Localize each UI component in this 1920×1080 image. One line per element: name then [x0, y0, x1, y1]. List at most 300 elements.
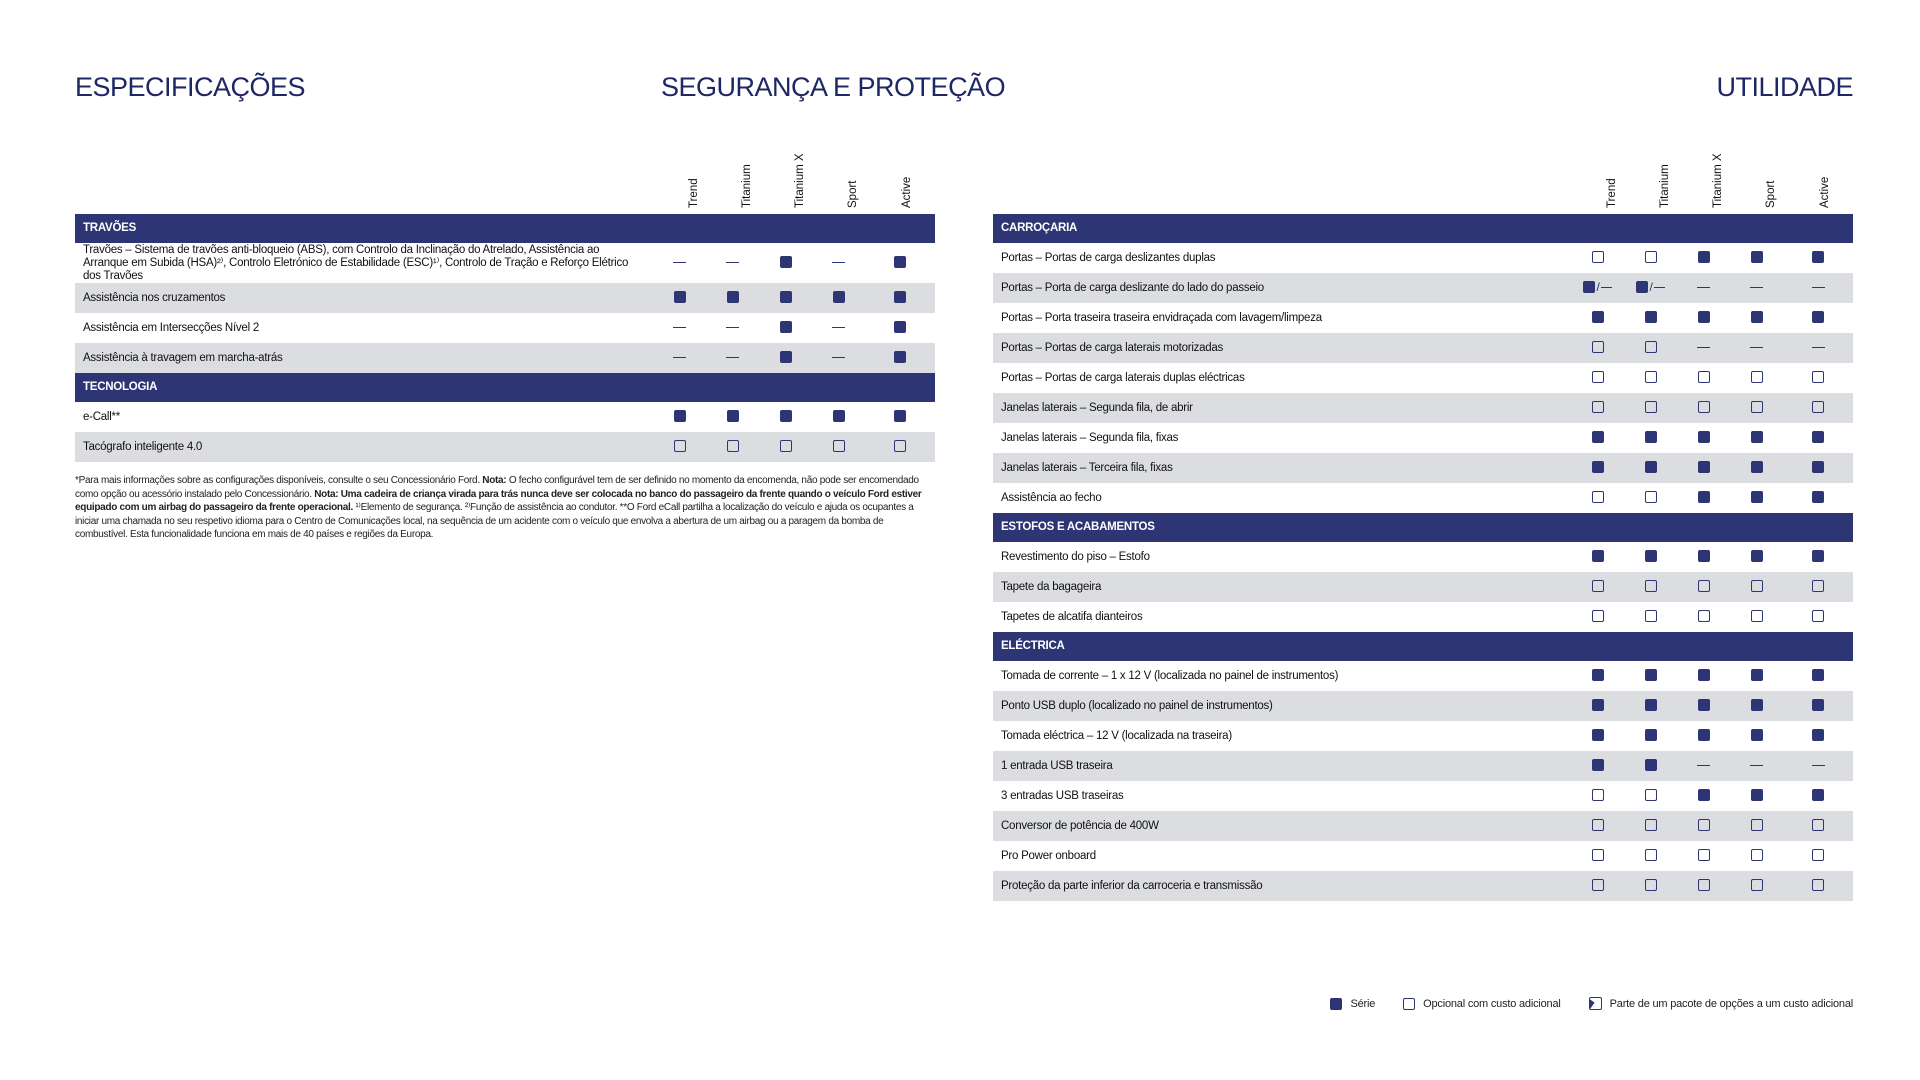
- availability-cell: [1677, 691, 1730, 721]
- table-row: [993, 781, 1853, 811]
- filled-square-icon: [1751, 550, 1763, 562]
- outline-square-icon: [1751, 849, 1763, 861]
- availability-cell: [653, 402, 706, 432]
- availability-cell: [1783, 333, 1853, 363]
- filled-square-icon: [1698, 251, 1710, 263]
- dash-icon: [673, 327, 686, 329]
- feature-label: Tomada eléctrica – 12 V (localizada na traseira): [1001, 729, 1232, 742]
- availability-cell: [1571, 602, 1624, 632]
- availability-cell: [1624, 841, 1677, 871]
- column-header: [846, 138, 860, 208]
- availability-cell: [1730, 572, 1783, 602]
- filled-square-icon: [1645, 311, 1657, 323]
- availability-cell: [653, 343, 706, 373]
- column-header: [1818, 138, 1832, 208]
- filled-square-icon: [1812, 251, 1824, 263]
- availability-cell: [1783, 841, 1853, 871]
- dash-icon: [1812, 347, 1825, 349]
- filled-square-icon: [1812, 491, 1824, 503]
- table-row: [993, 572, 1853, 602]
- availability-cell: [759, 313, 812, 343]
- availability-cell: [1571, 303, 1624, 333]
- filled-square-icon: [1592, 699, 1604, 711]
- table-row: [993, 273, 1853, 303]
- outline-square-icon: [1645, 819, 1657, 831]
- outline-square-icon: [1751, 610, 1763, 622]
- availability-cell: [1571, 811, 1624, 841]
- outline-square-icon: [1698, 879, 1710, 891]
- filled-square-icon: [894, 351, 906, 363]
- footnote-part3: ¹⁾Elemento de segurança. ²⁾Função de assistência ao condutor. **O Ford eCall partilha a localização do veículo e ajuda os ocupantes a iniciar uma chamada no seu respetivo idioma para o Centro de Comunicações local, na sequência de um acidente com o veículo que envolva a abertura de um airbag ou a paragem da bomba de combustível. Esta funcionalidade funciona em mais de 40 países e regiões da Europa.: [75, 502, 914, 540]
- table-row: [993, 602, 1853, 632]
- availability-cell: [1624, 871, 1677, 901]
- dash-icon: [1750, 347, 1763, 349]
- availability-cell: [706, 283, 759, 313]
- dash-icon: [1697, 347, 1710, 349]
- availability-cell: [706, 343, 759, 373]
- availability-cell: [812, 243, 865, 283]
- feature-label: Assistência ao fecho: [1001, 491, 1102, 504]
- filled-square-icon: [780, 291, 792, 303]
- dash-icon: [673, 262, 686, 264]
- availability-cell: [1571, 483, 1624, 513]
- filled-square-icon: [1592, 729, 1604, 741]
- dash-icon: [726, 262, 739, 264]
- availability-cell: [706, 243, 759, 283]
- legend-package-label: Parte de um pacote de opções a um custo adicional: [1609, 997, 1853, 1010]
- availability-cell: [1730, 423, 1783, 453]
- availability-cell: [1783, 781, 1853, 811]
- outline-square-icon: [1812, 879, 1824, 891]
- availability-cell: [1730, 841, 1783, 871]
- filled-square-icon: [1812, 431, 1824, 443]
- table-row: [993, 243, 1853, 273]
- availability-cell: [1783, 661, 1853, 691]
- availability-cell: [1783, 721, 1853, 751]
- column-header-label: Trend: [1606, 178, 1618, 208]
- availability-cell: [1783, 572, 1853, 602]
- filled-square-icon: [1645, 699, 1657, 711]
- footnote-part1: *Para mais informações sobre as configurações disponíveis, consulte o seu Concessionário Ford.: [75, 475, 483, 486]
- legend-optional: [1403, 998, 1560, 1010]
- filled-square-icon: [1751, 431, 1763, 443]
- availability-cell: [706, 313, 759, 343]
- outline-square-icon: [1592, 371, 1604, 383]
- column-header: [1605, 138, 1619, 208]
- utility-panel: [993, 148, 1853, 901]
- availability-cell: [1677, 781, 1730, 811]
- availability-cell: [1677, 542, 1730, 572]
- feature-label: e-Call**: [83, 410, 120, 423]
- availability-cell: [1624, 721, 1677, 751]
- filled-square-icon: [1330, 998, 1342, 1010]
- availability-cell: [1624, 542, 1677, 572]
- column-headers: [75, 148, 935, 214]
- availability-cell: [1783, 273, 1853, 303]
- outline-square-icon: [780, 440, 792, 452]
- section-title: ESTOFOS E ACABAMENTOS: [993, 513, 1853, 542]
- legend-package: [1589, 997, 1853, 1010]
- availability-cell: [1783, 363, 1853, 393]
- availability-cell: [1677, 303, 1730, 333]
- filled-square-icon: [894, 410, 906, 422]
- filled-square-icon: [1645, 431, 1657, 443]
- table-row: [75, 432, 935, 462]
- footnote: [75, 474, 935, 542]
- table-row: [993, 303, 1853, 333]
- filled-square-icon: [1751, 311, 1763, 323]
- availability-cell: [1571, 751, 1624, 781]
- footnote-part2: O fecho configurável tem de ser definido no momento da encomenda, não pode ser encomendado como opção ou acessório instalado pelo Concessionário.: [75, 475, 919, 500]
- column-header-label: Titanium X: [794, 153, 806, 208]
- filled-square-icon: [894, 291, 906, 303]
- outline-square-icon: [1645, 789, 1657, 801]
- feature-label: Ponto USB duplo (localizado no painel de instrumentos): [993, 691, 1571, 721]
- outline-square-icon: [1812, 371, 1824, 383]
- availability-cell: [1783, 393, 1853, 423]
- filled-square-icon: [674, 410, 686, 422]
- outline-square-icon: [1645, 341, 1657, 353]
- dash-icon: [1750, 765, 1763, 767]
- availability-cell: [1677, 333, 1730, 363]
- filled-square-icon: [1812, 311, 1824, 323]
- feature-label: Tapetes de alcatifa dianteiros: [1001, 610, 1143, 623]
- half-filled-square-icon: [1589, 997, 1602, 1010]
- availability-cell: [1730, 243, 1783, 273]
- availability-cell: [706, 432, 759, 462]
- filled-square-icon: [1698, 699, 1710, 711]
- availability-cell: [1571, 393, 1624, 423]
- filled-square-icon: [1812, 699, 1824, 711]
- filled-square-icon: [780, 351, 792, 363]
- feature-label: Tomada de corrente – 1 x 12 V (localizada no painel de instrumentos): [1001, 669, 1339, 682]
- section-header: [75, 373, 935, 402]
- outline-square-icon: [1698, 371, 1710, 383]
- column-header-label: Titanium: [1659, 164, 1671, 208]
- table-row: [993, 483, 1853, 513]
- availability-cell: [1624, 811, 1677, 841]
- outline-square-icon: [1751, 580, 1763, 592]
- outline-square-icon: [1592, 341, 1604, 353]
- outline-square-icon: [727, 440, 739, 452]
- section-header: [993, 632, 1853, 661]
- filled-square-icon: [1592, 311, 1604, 323]
- filled-square-icon: [1812, 789, 1824, 801]
- filled-square-icon: [1812, 550, 1824, 562]
- outline-square-icon: [1645, 849, 1657, 861]
- availability-cell: [865, 432, 935, 462]
- availability-cell: [812, 283, 865, 313]
- feature-label: Janelas laterais – Segunda fila, de abrir: [993, 393, 1571, 423]
- filled-square-icon: [894, 321, 906, 333]
- filled-square-icon: [727, 291, 739, 303]
- availability-cell: [1624, 661, 1677, 691]
- table-row: [993, 661, 1853, 691]
- column-header: [793, 138, 807, 208]
- availability-cell: [1677, 363, 1730, 393]
- availability-cell: [1677, 243, 1730, 273]
- outline-square-icon: [1592, 251, 1604, 263]
- availability-cell: [1624, 393, 1677, 423]
- filled-square-icon: [1592, 461, 1604, 473]
- table-row: [993, 721, 1853, 751]
- availability-cell: [1730, 871, 1783, 901]
- availability-cell: [1730, 602, 1783, 632]
- column-header-label: Sport: [1765, 180, 1777, 208]
- availability-cell: [812, 432, 865, 462]
- outline-square-icon: [1812, 849, 1824, 861]
- column-header: [740, 138, 754, 208]
- availability-cell: [1783, 303, 1853, 333]
- legend-optional-label: Opcional com custo adicional: [1423, 997, 1561, 1010]
- outline-square-icon: [1592, 610, 1604, 622]
- availability-cell: [1730, 721, 1783, 751]
- feature-label: Portas – Porta traseira traseira envidraçada com lavagem/limpeza: [1001, 311, 1322, 324]
- table-row: [993, 333, 1853, 363]
- availability-cell: [865, 243, 935, 283]
- dash-icon: [673, 357, 686, 359]
- availability-cell: [1624, 363, 1677, 393]
- availability-cell: [1783, 542, 1853, 572]
- feature-label: 3 entradas USB traseiras: [1001, 789, 1124, 802]
- availability-cell: [1730, 303, 1783, 333]
- outline-square-icon: [1645, 401, 1657, 413]
- table-row: [75, 313, 935, 343]
- filled-square-icon: [1698, 550, 1710, 562]
- availability-cell: [1730, 453, 1783, 483]
- availability-cell: [1624, 333, 1677, 363]
- availability-cell: [1677, 393, 1730, 423]
- feature-label: Janelas laterais – Terceira fila, fixas: [993, 453, 1571, 483]
- outline-square-icon: [1645, 879, 1657, 891]
- filled-square-icon: [780, 256, 792, 268]
- filled-square-icon: [1751, 461, 1763, 473]
- feature-label: Assistência nos cruzamentos: [75, 283, 653, 313]
- outline-square-icon: [1812, 580, 1824, 592]
- filled-square-icon: [1812, 461, 1824, 473]
- outline-square-icon: [1645, 491, 1657, 503]
- outline-square-icon: [1645, 580, 1657, 592]
- table-row: [993, 841, 1853, 871]
- outline-square-icon: [1698, 580, 1710, 592]
- availability-cell: [1571, 453, 1624, 483]
- feature-label: Portas – Porta de carga deslizante do lado do passeio: [993, 273, 1571, 303]
- feature-label: Tacógrafo inteligente 4.0: [75, 432, 653, 462]
- availability-cell: [1677, 453, 1730, 483]
- availability-cell: [759, 283, 812, 313]
- legend-standard: [1330, 998, 1375, 1010]
- outline-square-icon: [1592, 849, 1604, 861]
- column-header-label: Sport: [847, 180, 859, 208]
- outline-square-icon: [1698, 819, 1710, 831]
- availability-cell: [865, 313, 935, 343]
- availability-cell: [1571, 661, 1624, 691]
- dash-icon: [832, 327, 845, 329]
- table-row: [75, 243, 935, 283]
- availability-cell: [1624, 602, 1677, 632]
- outline-square-icon: [833, 440, 845, 452]
- column-header: [1658, 138, 1672, 208]
- outline-square-icon: [1592, 401, 1604, 413]
- outline-square-icon: [894, 440, 906, 452]
- section-header: [993, 214, 1853, 243]
- availability-cell: [1783, 483, 1853, 513]
- feature-label: Travões – Sistema de travões anti-bloqueio (ABS), com Controlo da Inclinação do Atrelado, Assistência ao Arranque em Subida (HSA)²⁾, Controlo Eletrónico de Estabilidade (ESC)¹⁾, Controlo de Tração e Reforço Elétrico dos Travões: [83, 243, 629, 282]
- dash-icon: [1697, 765, 1710, 767]
- filled-square-icon: [1698, 729, 1710, 741]
- availability-cell: [1730, 273, 1783, 303]
- table-row: [993, 871, 1853, 901]
- feature-label: Conversor de potência de 400W: [993, 811, 1571, 841]
- section-header: [75, 214, 935, 243]
- availability-cell: [812, 313, 865, 343]
- table-row: [993, 363, 1853, 393]
- availability-cell: [1571, 871, 1624, 901]
- outline-square-icon: [1592, 819, 1604, 831]
- feature-label: Tapete da bagageira: [993, 572, 1571, 602]
- availability-cell: [1677, 273, 1730, 303]
- section-title: CARROÇARIA: [993, 214, 1853, 243]
- table-row: [75, 402, 935, 432]
- outline-square-icon: [1645, 371, 1657, 383]
- feature-label: Portas – Portas de carga laterais motorizadas: [993, 333, 1571, 363]
- footnote-note-label: Nota:: [482, 475, 507, 486]
- availability-cell: [1730, 542, 1783, 572]
- availability-cell: [1730, 691, 1783, 721]
- availability-cell: [1571, 542, 1624, 572]
- feature-label: Pro Power onboard: [1001, 849, 1096, 862]
- availability-cell: [1677, 841, 1730, 871]
- availability-cell: [1730, 363, 1783, 393]
- availability-cell: [1730, 781, 1783, 811]
- dash-icon: [726, 327, 739, 329]
- availability-cell: [1624, 751, 1677, 781]
- outline-square-icon: [1751, 879, 1763, 891]
- filled-square-icon: [1812, 729, 1824, 741]
- column-header-label: Titanium: [741, 164, 753, 208]
- availability-cell: [865, 402, 935, 432]
- filled-square-icon: [1592, 550, 1604, 562]
- availability-cell: [653, 313, 706, 343]
- dash-icon: [1697, 287, 1710, 289]
- availability-cell: [1730, 751, 1783, 781]
- filled-square-icon: [727, 410, 739, 422]
- column-headers: [993, 148, 1853, 214]
- filled-square-icon: [1698, 789, 1710, 801]
- filled-square-icon: [1751, 491, 1763, 503]
- feature-label: Portas – Portas de carga laterais duplas eléctricas: [1001, 371, 1245, 384]
- column-header-label: Active: [1819, 176, 1831, 208]
- outline-square-icon: [1812, 819, 1824, 831]
- availability-cell: [812, 343, 865, 373]
- availability-cell: [865, 283, 935, 313]
- availability-cell: [1783, 871, 1853, 901]
- availability-cell: [1730, 483, 1783, 513]
- title-utility: UTILIDADE: [1716, 72, 1853, 102]
- column-header-label: Trend: [688, 178, 700, 208]
- availability-cell: [1624, 453, 1677, 483]
- filled-square-icon: [894, 256, 906, 268]
- availability-cell: [1624, 423, 1677, 453]
- feature-label: Portas – Portas de carga deslizantes duplas: [1001, 251, 1216, 264]
- outline-square-icon: [1751, 401, 1763, 413]
- outline-square-icon: [1698, 849, 1710, 861]
- filled-square-icon: [1645, 669, 1657, 681]
- table-row: [993, 691, 1853, 721]
- legend-standard-label: Série: [1350, 997, 1376, 1010]
- title-safety: SEGURANÇA E PROTEÇÃO: [661, 72, 1006, 102]
- filled-square-icon: [1698, 311, 1710, 323]
- availability-cell: [1677, 661, 1730, 691]
- availability-cell: [759, 402, 812, 432]
- section-title: TRAVÕES: [75, 214, 935, 243]
- dash-icon: [1812, 287, 1825, 289]
- availability-cell: [653, 243, 706, 283]
- availability-cell: [759, 432, 812, 462]
- filled-square-icon: [833, 410, 845, 422]
- filled-square-icon: [1698, 461, 1710, 473]
- outline-square-icon: [1698, 401, 1710, 413]
- filled-square-icon: [833, 291, 845, 303]
- availability-cell: [1677, 572, 1730, 602]
- legend: [1330, 997, 1853, 1010]
- feature-label: 1 entrada USB traseira: [993, 751, 1571, 781]
- filled-square-icon: [1751, 251, 1763, 263]
- outline-square-icon: [1592, 789, 1604, 801]
- column-header: [1711, 138, 1725, 208]
- availability-cell: [1677, 721, 1730, 751]
- filled-square-icon: [1645, 729, 1657, 741]
- availability-cell: [759, 243, 812, 283]
- availability-cell: [653, 283, 706, 313]
- availability-cell: [1571, 333, 1624, 363]
- availability-cell: [1571, 721, 1624, 751]
- outline-square-icon: [1645, 610, 1657, 622]
- section-title: TECNOLOGIA: [75, 373, 935, 402]
- availability-cell: [1571, 363, 1624, 393]
- table-row: [993, 542, 1853, 572]
- availability-cell: [1571, 243, 1624, 273]
- availability-cell: [1783, 691, 1853, 721]
- availability-cell: [1624, 781, 1677, 811]
- dash-icon: [1750, 287, 1763, 289]
- feature-label: Assistência em Intersecções Nível 2: [83, 321, 259, 334]
- utility-table: [993, 214, 1853, 901]
- availability-cell: [653, 432, 706, 462]
- availability-cell: [1571, 423, 1624, 453]
- availability-cell: [1730, 661, 1783, 691]
- outline-square-icon: [1403, 998, 1415, 1010]
- filled-square-icon: [1592, 669, 1604, 681]
- table-row: [993, 453, 1853, 483]
- outline-square-icon: [674, 440, 686, 452]
- availability-cell: [1624, 303, 1677, 333]
- availability-cell: [759, 343, 812, 373]
- availability-cell: [1571, 572, 1624, 602]
- feature-label: Proteção da parte inferior da carroceria e transmissão: [993, 871, 1571, 901]
- availability-cell: [1571, 273, 1624, 303]
- filled-square-slash-dash-icon: /: [1583, 281, 1611, 293]
- filled-square-icon: [674, 291, 686, 303]
- dash-icon: [726, 357, 739, 359]
- feature-label: Assistência à travagem em marcha-atrás: [75, 343, 653, 373]
- availability-cell: [1730, 333, 1783, 363]
- section-title: ELÉCTRICA: [993, 632, 1853, 661]
- filled-square-icon: [1645, 550, 1657, 562]
- filled-square-icon: [780, 410, 792, 422]
- availability-cell: [1730, 393, 1783, 423]
- outline-square-icon: [1751, 819, 1763, 831]
